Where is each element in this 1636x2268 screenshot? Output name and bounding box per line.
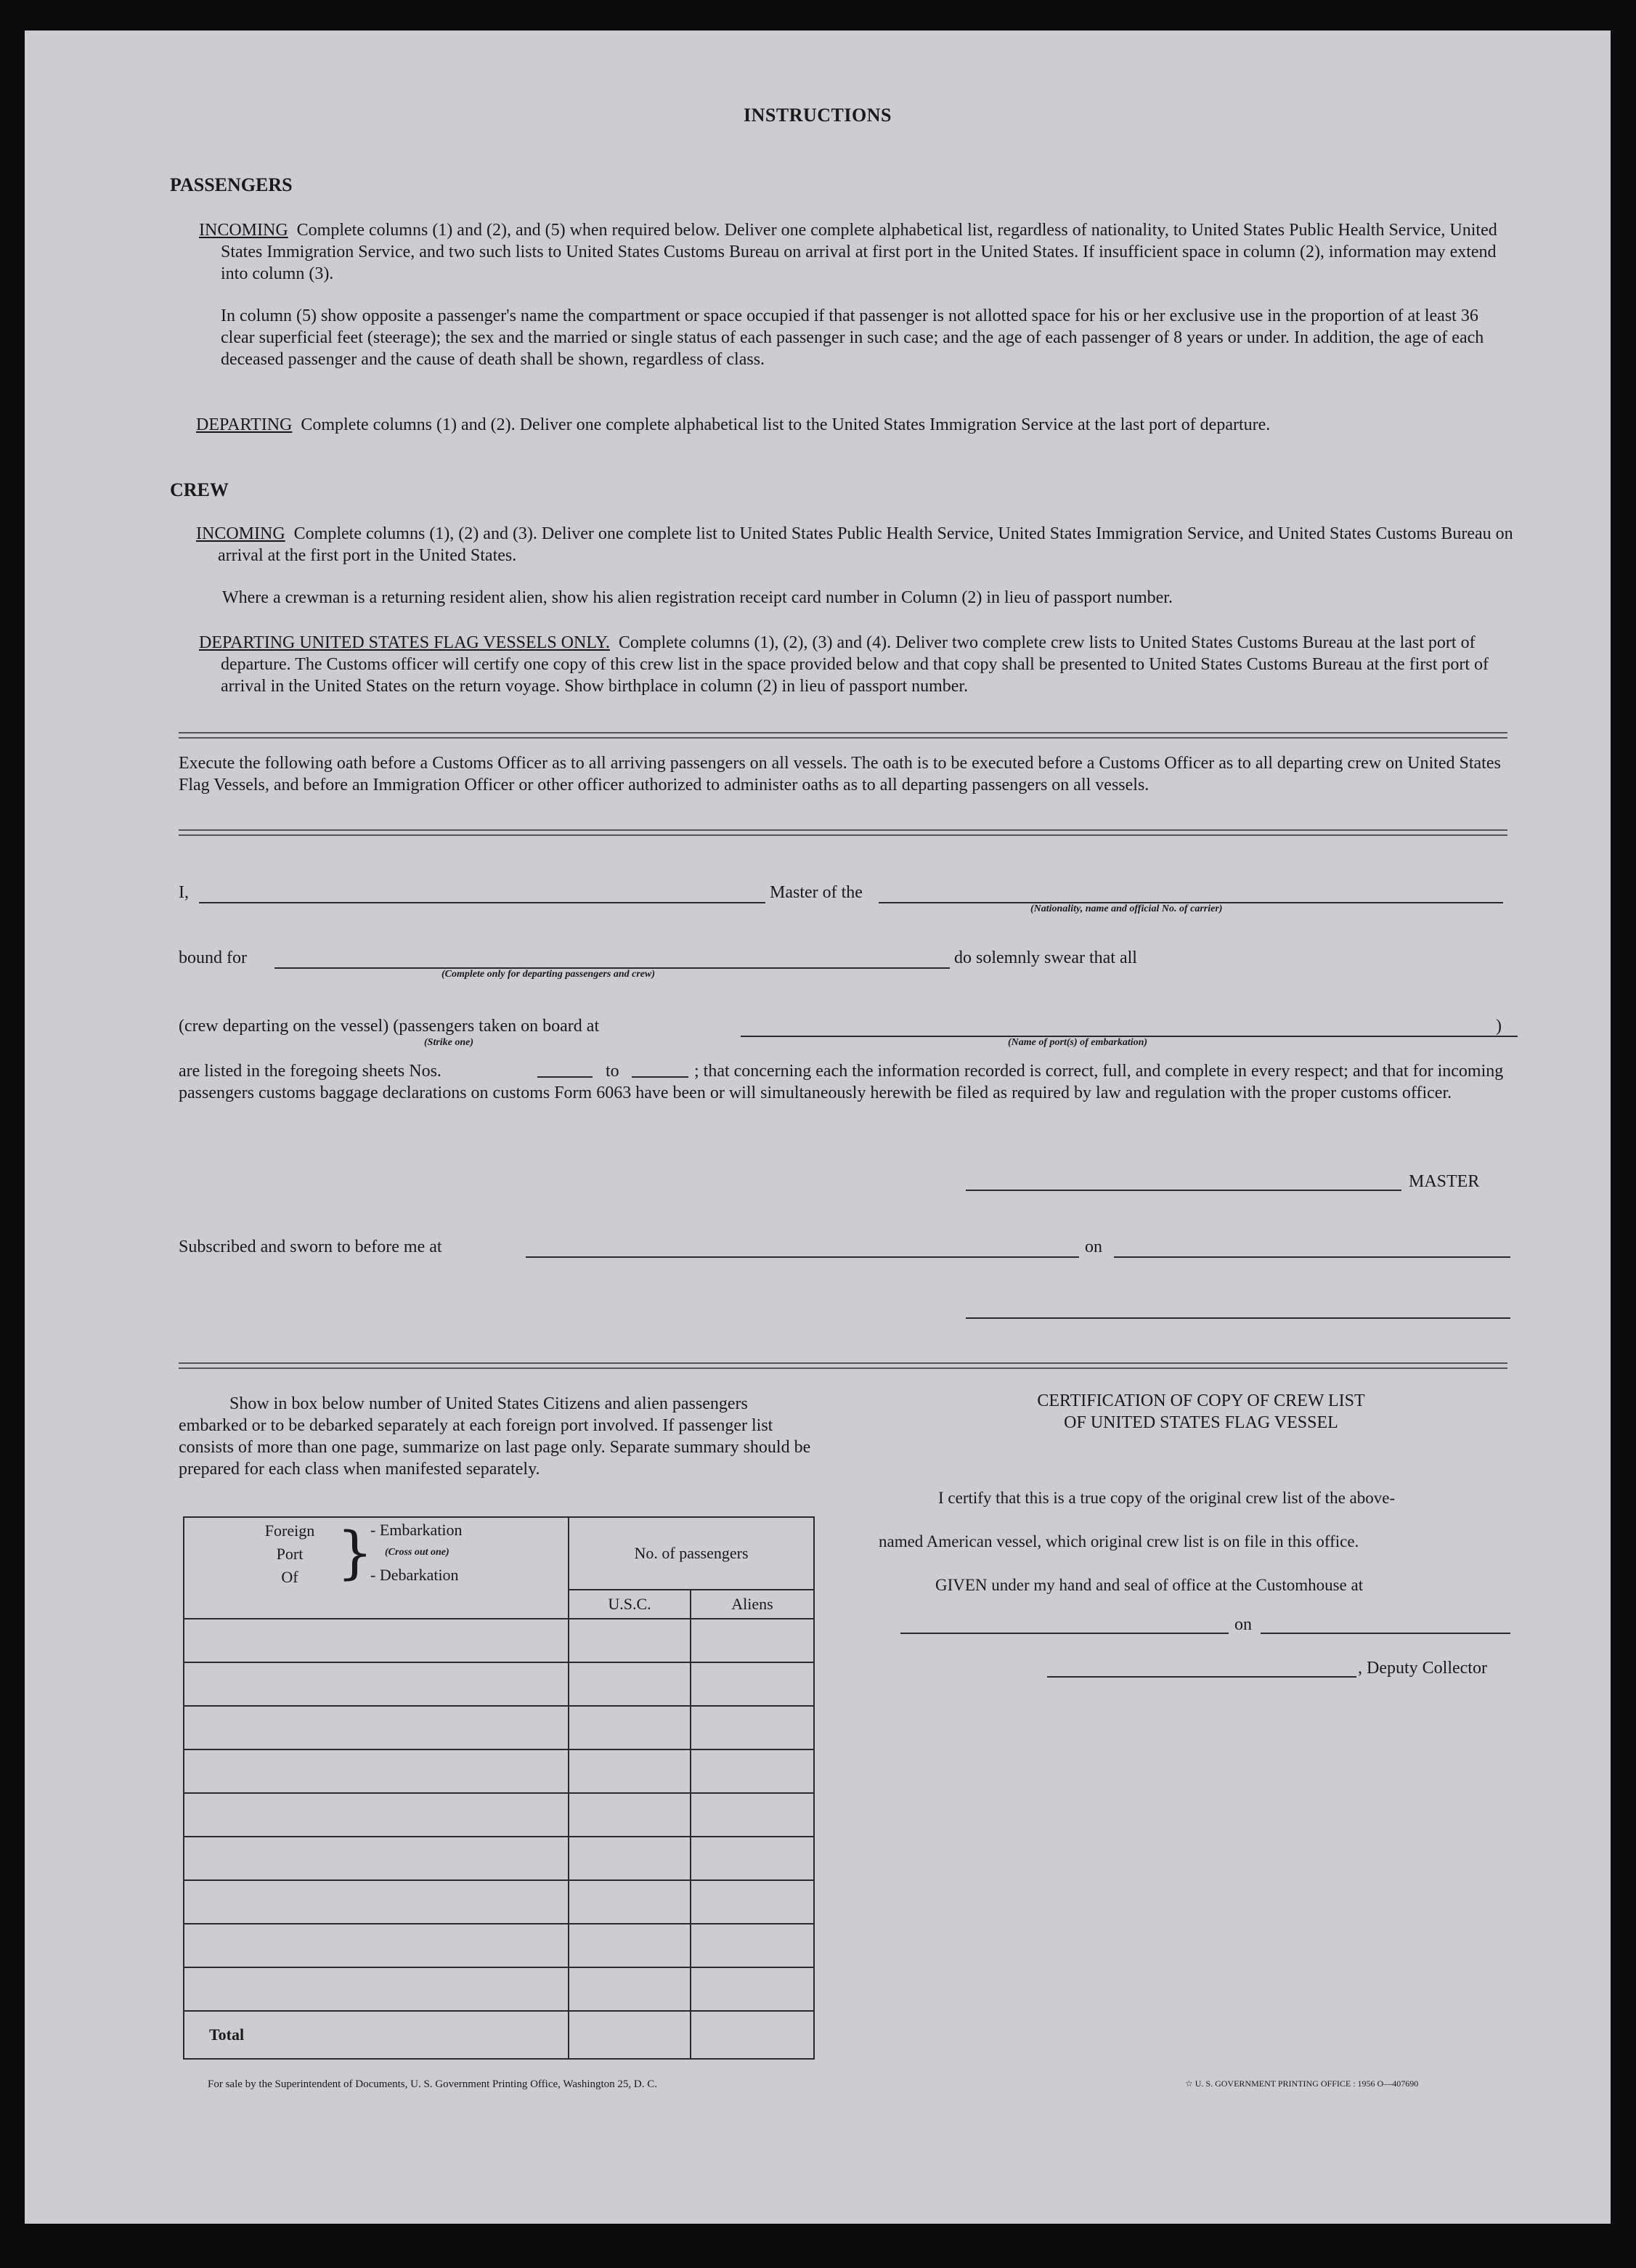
master-name-line[interactable] <box>199 902 765 903</box>
usc-cell[interactable] <box>569 1837 691 1880</box>
crew-incoming-paragraph <box>196 523 1525 566</box>
summary-instructions: Show in box below number of United States Citizens and alien passengers embarked or to be debarked separately at each foreign port involved. If passenger list consists of more than one page, summarize on last page only. Separate summary should be prepared for each class when manifested separately. <box>179 1394 811 1479</box>
listed-start: are listed in the foregoing sheets Nos. <box>179 1062 441 1081</box>
crew-incoming-label: INCOMING <box>196 524 285 543</box>
oath-intro: Execute the following oath before a Customs Officer as to all arriving passengers on all vessels. The oath is to be executed before a Customs Officer as to all departing crew on United States Flag Vessels, and before an Immigration Officer or other officer authorized to administer oaths as to all departing passengers on all vessels. <box>179 754 1501 794</box>
cross-out-hint: (Cross out one) <box>385 1547 449 1558</box>
crew-resident-paragraph: Where a crewman is a returning resident alien, show his alien registration receipt card number in Column (2) in lieu of passport number. <box>222 588 1173 607</box>
brace-icon: } <box>337 1521 373 1586</box>
usc-cell[interactable] <box>569 1793 691 1837</box>
crew-incoming-text: Complete columns (1), (2) and (3). Deliver one complete list to United States Public Health Service, United States Immigration Service, and United States Customs Bureau on arrival at the first port in the United States. <box>218 524 1513 565</box>
oath-i: I, <box>179 883 189 902</box>
given-label: GIVEN under my hand and seal of office at the Customhouse at <box>935 1576 1364 1594</box>
passengers-column5-paragraph: In column (5) show opposite a passenger's name the compartment or space occupied if that passenger is not allotted space for his or her exclusive use in the proportion of at least 36 clear superficial feet (steerage); the sex and the married or single status of each passenger in such case; and the age of each passenger of 8 years or under. In addition, the age of each deceased passenger and the cause of death shall be shown, regardless of class. <box>221 306 1484 369</box>
total-aliens-cell[interactable] <box>691 2011 814 2059</box>
passenger-summary-table <box>183 1516 815 2060</box>
embarkation-label: - Embarkation <box>370 1521 463 1539</box>
form-page <box>25 31 1611 2224</box>
customhouse-line[interactable] <box>900 1633 1229 1634</box>
passengers-incoming-paragraph <box>199 219 1521 285</box>
deputy-signature-line[interactable] <box>1047 1676 1356 1678</box>
close-paren: ) <box>1496 1017 1502 1036</box>
crew-departing-text: Complete columns (1), (2), (3) and (4). Deliver two complete crew lists to United States Customs Bureau at the last port of departure. The Customs officer will certify one copy of this crew list in the space provided below and that copy shall be presented to United States Customs Bureau at the first port of arrival in the United States on the return voyage. Show birthplace in column (2) in lieu of passport number. <box>221 633 1489 696</box>
passengers-departing-text: Complete columns (1) and (2). Deliver one complete alphabetical list to the United States Immigration Service at the last port of departure. <box>301 415 1271 434</box>
sworn-on-label: on <box>1085 1237 1102 1256</box>
aliens-cell[interactable] <box>691 1749 814 1793</box>
aliens-cell[interactable] <box>691 1837 814 1880</box>
total-label: Total <box>184 2011 569 2059</box>
officer-signature-line[interactable] <box>966 1317 1510 1319</box>
sworn-place-line[interactable] <box>526 1256 1079 1258</box>
divider <box>179 829 1507 836</box>
aliens-cell[interactable] <box>691 1967 814 2011</box>
port-hint: (Name of port(s) of embarkation) <box>1008 1037 1148 1048</box>
swear-label: do solemnly swear that all <box>954 948 1137 967</box>
usc-header: U.S.C. <box>569 1590 691 1619</box>
foreign-port-header <box>184 1517 569 1619</box>
aliens-cell[interactable] <box>691 1880 814 1924</box>
port-label: Port <box>276 1545 304 1563</box>
strike-hint: (Strike one) <box>424 1037 474 1048</box>
crew-departing-label: (crew departing on the vessel) (passengers taken on board at <box>179 1017 600 1036</box>
usc-cell[interactable] <box>569 1706 691 1749</box>
passengers-incoming-label: INCOMING <box>199 221 288 240</box>
foreign-label: Foreign <box>264 1521 315 1540</box>
page-title: INSTRUCTIONS <box>744 105 892 126</box>
passengers-departing-paragraph <box>196 414 1525 436</box>
certification-date-line[interactable] <box>1261 1633 1510 1634</box>
certification-title <box>882 1390 1521 1434</box>
subscribed-label: Subscribed and sworn to before me at <box>179 1237 442 1256</box>
usc-cell[interactable] <box>569 1924 691 1967</box>
port-cell[interactable] <box>184 1880 569 1924</box>
crew-heading: CREW <box>170 479 229 500</box>
footer-gpo-note: ☆ U. S. GOVERNMENT PRINTING OFFICE : 1956 O—407690 <box>1185 2078 1419 2089</box>
debarkation-label: - Debarkation <box>370 1566 459 1584</box>
port-cell[interactable] <box>184 1662 569 1706</box>
aliens-cell[interactable] <box>691 1793 814 1837</box>
passengers-incoming-text: Complete columns (1) and (2), and (5) when required below. Deliver one complete alphabetical list, regardless of nationality, to United States Public Health Service, United States Immigration Service, and two such lists to United States Customs Bureau on arrival at first port in the United States. If insufficient space in column (2), information may extend into column (3). <box>221 221 1497 283</box>
to-label: to <box>606 1062 619 1081</box>
aliens-cell[interactable] <box>691 1662 814 1706</box>
aliens-header: Aliens <box>691 1590 814 1619</box>
crew-departing-label: DEPARTING UNITED STATES FLAG VESSELS ONLY. <box>199 633 610 652</box>
port-cell[interactable] <box>184 1706 569 1749</box>
aliens-cell[interactable] <box>691 1706 814 1749</box>
master-label: MASTER <box>1409 1172 1480 1191</box>
complete-hint: (Complete only for departing passengers and crew) <box>441 969 655 980</box>
divider <box>179 1362 1507 1369</box>
sworn-date-line[interactable] <box>1114 1256 1510 1258</box>
passengers-departing-label: DEPARTING <box>196 415 293 434</box>
usc-cell[interactable] <box>569 1749 691 1793</box>
usc-cell[interactable] <box>569 1880 691 1924</box>
aliens-cell[interactable] <box>691 1924 814 1967</box>
certify-line1: I certify that this is a true copy of the original crew list of the above- <box>938 1489 1396 1507</box>
total-usc-cell[interactable] <box>569 2011 691 2059</box>
divider <box>179 732 1507 739</box>
master-of-label: Master of the <box>770 883 863 902</box>
port-cell[interactable] <box>184 1749 569 1793</box>
port-cell[interactable] <box>184 1793 569 1837</box>
deputy-collector-label: , Deputy Collector <box>1358 1659 1487 1678</box>
aliens-cell[interactable] <box>691 1619 814 1662</box>
usc-cell[interactable] <box>569 1619 691 1662</box>
no-passengers-header: No. of passengers <box>569 1517 814 1590</box>
nationality-hint: (Nationality, name and official No. of carrier) <box>1030 903 1223 914</box>
listed-end: ; that concerning each the information recorded is correct, full, and complete in every respect; and that for incoming passengers customs baggage declarations on customs Form 6063 have been or will simultaneously herewith be filed as required by law and regulation with the proper customs officer. <box>179 1062 1504 1102</box>
port-cell[interactable] <box>184 1619 569 1662</box>
certification-title-line1: CERTIFICATION OF COPY OF CREW LIST <box>1037 1391 1365 1410</box>
certify-line2: named American vessel, which original crew list is on file in this office. <box>879 1532 1359 1550</box>
usc-cell[interactable] <box>569 1662 691 1706</box>
master-signature-line[interactable] <box>966 1190 1401 1191</box>
usc-cell[interactable] <box>569 1967 691 2011</box>
footer-sale-note: For sale by the Superintendent of Documents, U. S. Government Printing Office, Washington 25, D. C. <box>208 2078 657 2090</box>
crew-departing-paragraph <box>199 632 1521 697</box>
passengers-heading: PASSENGERS <box>170 174 293 195</box>
certification-title-line2: OF UNITED STATES FLAG VESSEL <box>1064 1413 1338 1432</box>
port-cell[interactable] <box>184 1967 569 2011</box>
port-cell[interactable] <box>184 1837 569 1880</box>
port-cell[interactable] <box>184 1924 569 1967</box>
bound-for-label: bound for <box>179 948 247 967</box>
of-label: Of <box>281 1568 298 1586</box>
certification-on-label: on <box>1234 1615 1252 1634</box>
